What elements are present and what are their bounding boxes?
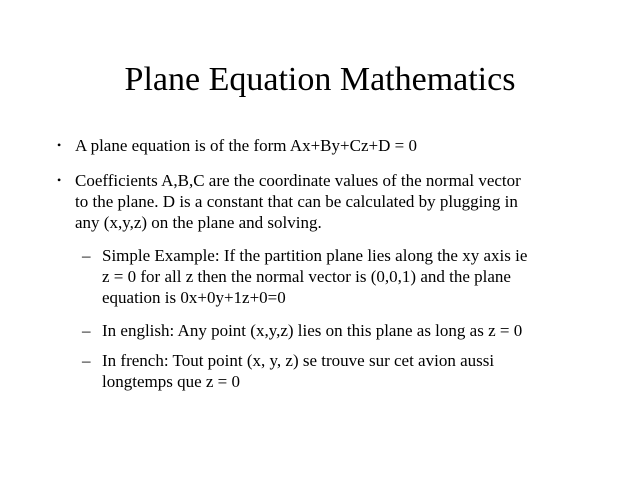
slide-title: Plane Equation Mathematics	[124, 61, 516, 98]
bullet-text-line: to the plane. D is a constant that can be calculated by plugging in	[75, 192, 518, 211]
sub-bullet-text-line: In french: Tout point (x, y, z) se trouve sur cet avion aussi	[102, 351, 495, 370]
sub-bullet-item	[82, 245, 592, 308]
sub-bullet-text-line: Simple Example: If the partition plane lies along the xy axis ie	[102, 246, 528, 265]
sub-bullet-item	[82, 320, 592, 341]
sub-bullet-text-line: longtemps que z = 0	[102, 372, 241, 391]
sub-bullet-item	[82, 350, 592, 392]
bullet-text-line: any (x,y,z) on the plane and solving.	[75, 213, 322, 232]
sub-bullet-marker: –	[82, 321, 91, 340]
sub-bullet-text-line: equation is 0x+0y+1z+0=0	[102, 288, 286, 307]
bullet-marker: •	[57, 173, 62, 187]
bullet-marker: •	[57, 138, 62, 152]
sub-bullet-marker: –	[82, 246, 91, 265]
sub-bullet-text-line: In english: Any point (x,y,z) lies on this plane as long as z = 0	[102, 321, 523, 340]
bullet-text-line: Coefficients A,B,C are the coordinate values of the normal vector	[75, 171, 521, 190]
sub-bullet-text-line: z = 0 for all z then the normal vector is (0,0,1) and the plane	[102, 267, 511, 286]
bullet-item	[57, 170, 595, 233]
bullet-item	[57, 135, 595, 156]
sub-bullet-marker: –	[82, 351, 91, 370]
bullet-text-line: A plane equation is of the form Ax+By+Cz+D = 0	[75, 136, 417, 155]
